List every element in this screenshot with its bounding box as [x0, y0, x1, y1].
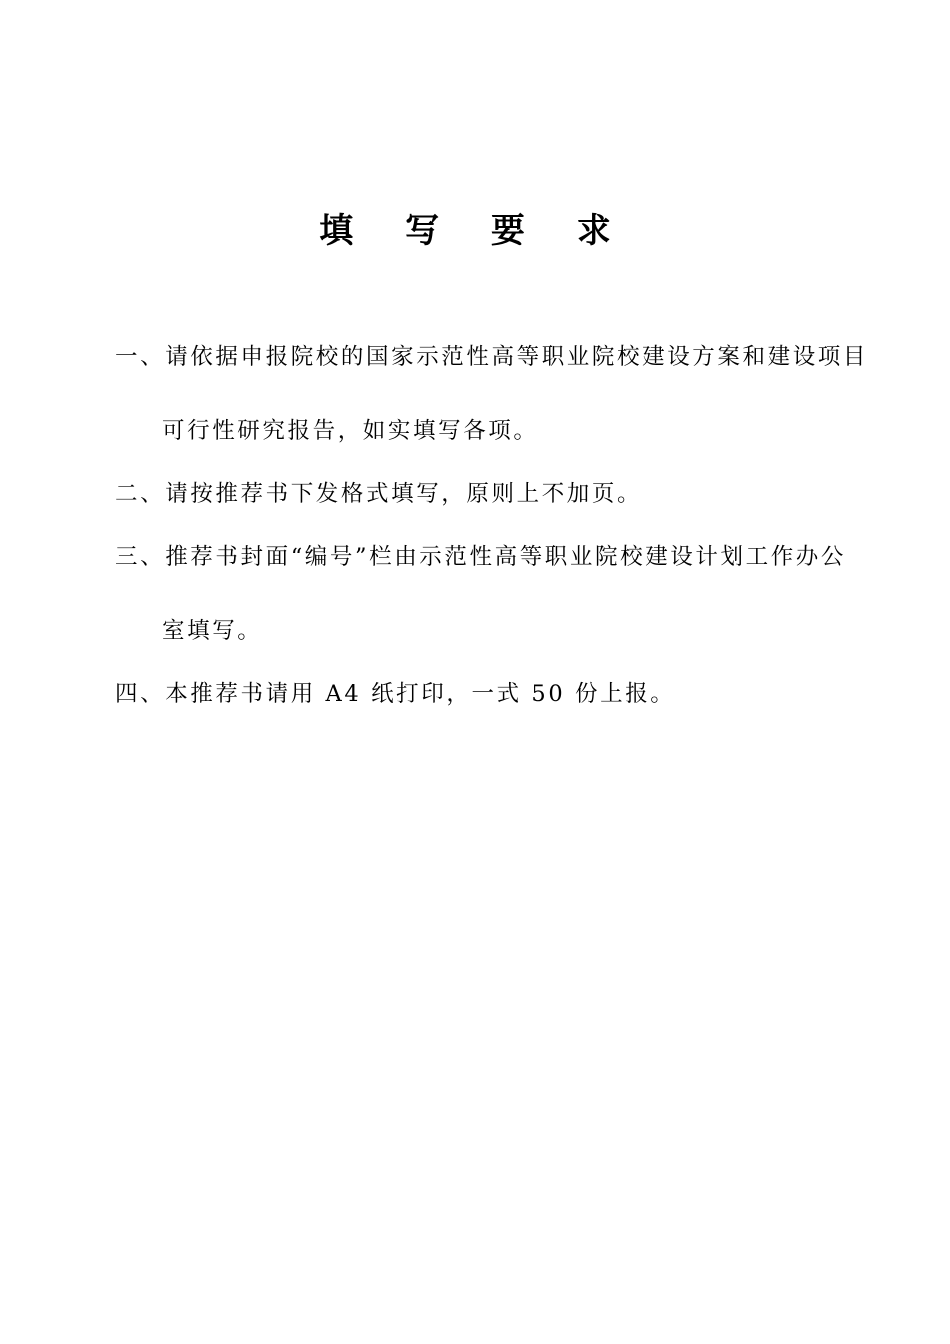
requirement-1-line-2: 可行性研究报告，如实填写各项。 — [162, 418, 539, 444]
requirement-3-line-2: 室填写。 — [162, 618, 263, 644]
requirement-2: 二、请按推荐书下发格式填写，原则上不加页。 — [115, 481, 643, 507]
requirement-3-line-1: 三、推荐书封面“编号”栏由示范性高等职业院校建设计划工作办公 — [115, 544, 847, 570]
page-title: 填 写 要 求 — [319, 211, 631, 251]
requirement-1-line-1: 一、请依据申报院校的国家示范性高等职业院校建设方案和建设项目 — [115, 344, 869, 370]
requirement-4: 四、本推荐书请用 A4 纸打印，一式 50 份上报。 — [115, 681, 676, 707]
